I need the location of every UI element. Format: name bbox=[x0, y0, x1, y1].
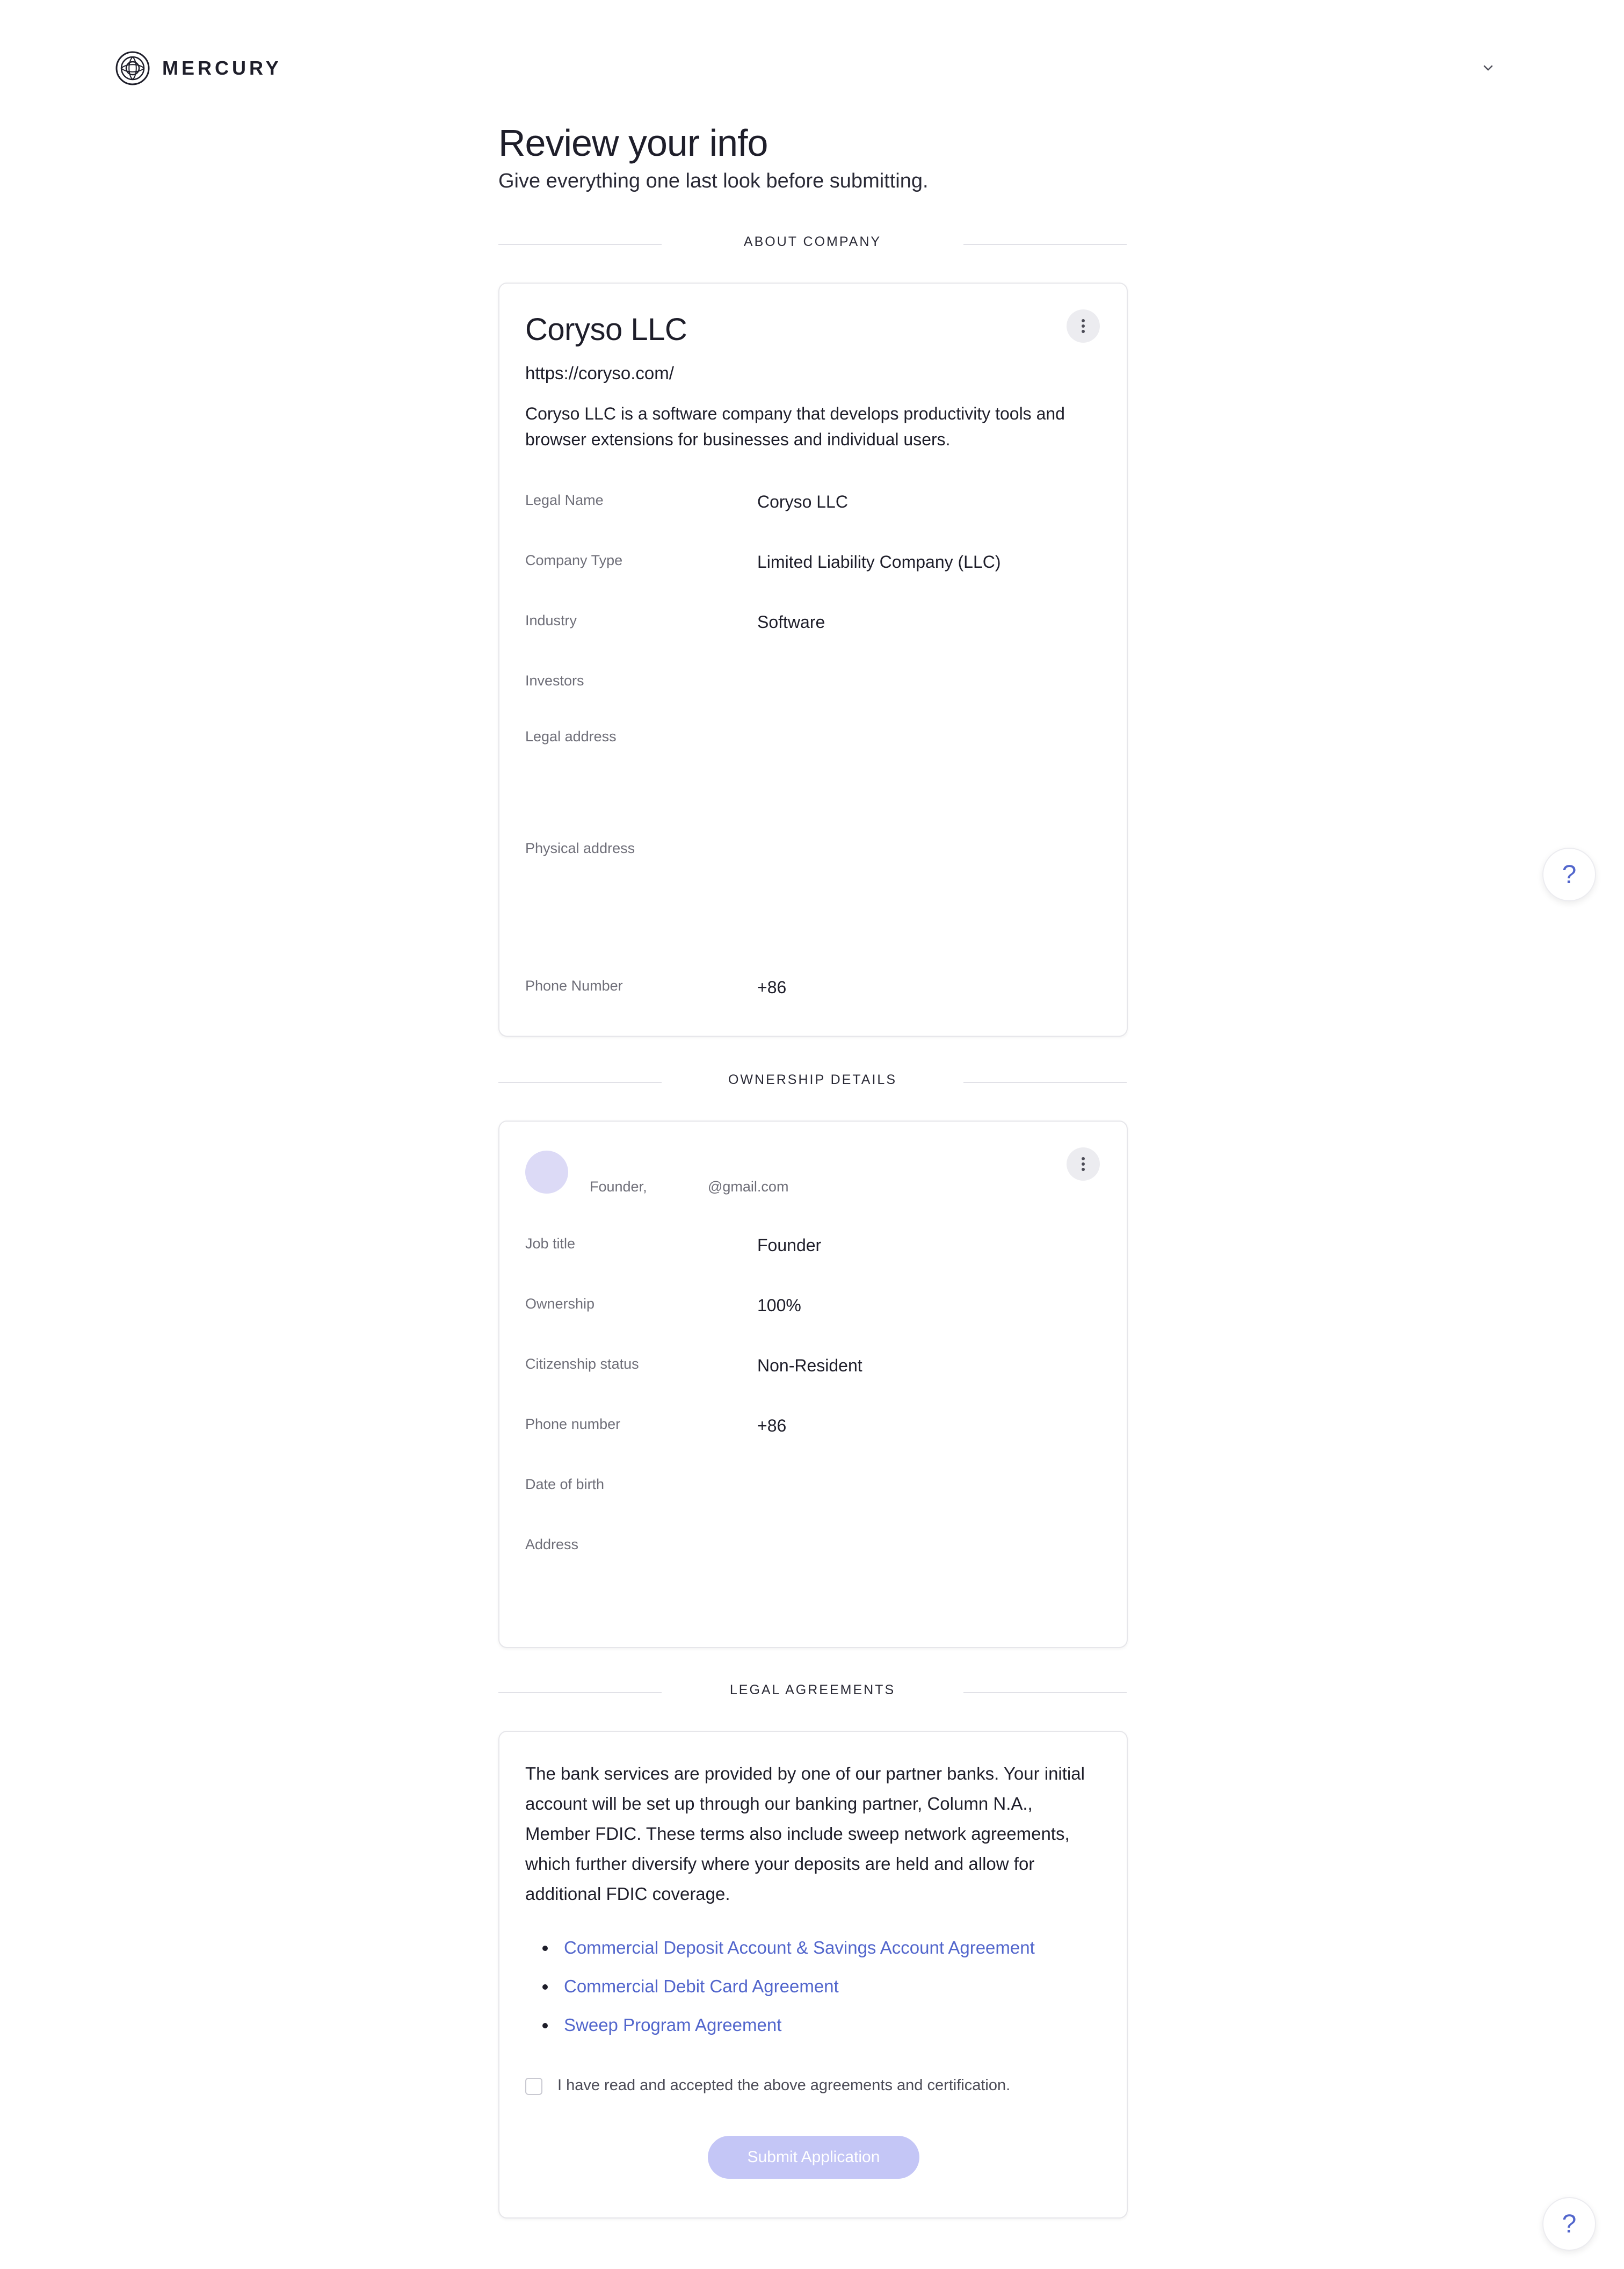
field-label-company-type: Company Type bbox=[525, 552, 623, 568]
section-header-ownership bbox=[498, 1071, 1127, 1093]
divider-line bbox=[963, 1692, 1127, 1693]
company-name: Coryso LLC bbox=[525, 312, 687, 347]
field-label-phone-number: Phone number bbox=[525, 1416, 621, 1432]
page-subtitle: Give everything one last look before submitting. bbox=[498, 170, 929, 192]
field-value-job-title: Founder bbox=[757, 1235, 822, 1255]
field-value-phone-number: +86 bbox=[757, 978, 787, 997]
page-title: Review your info bbox=[498, 122, 768, 164]
section-title: ABOUT COMPANY bbox=[743, 234, 882, 249]
field-label-ownership: Ownership bbox=[525, 1296, 595, 1312]
company-more-button[interactable] bbox=[1067, 309, 1100, 343]
chevron-down-icon[interactable] bbox=[1480, 60, 1496, 76]
link-deposit-agreement[interactable]: Commercial Deposit Account & Savings Account Agreement bbox=[564, 1938, 1035, 1957]
owner-email: @gmail.com bbox=[708, 1179, 789, 1195]
divider-line bbox=[963, 1082, 1127, 1083]
field-label-legal-name: Legal Name bbox=[525, 492, 604, 508]
field-label-investors: Investors bbox=[525, 673, 584, 689]
legal-card bbox=[498, 1731, 1128, 2219]
owner-card bbox=[498, 1121, 1128, 1648]
field-label-address: Address bbox=[525, 1536, 579, 1552]
section-title: OWNERSHIP DETAILS bbox=[728, 1072, 897, 1087]
divider-line bbox=[963, 244, 1127, 245]
field-label-industry: Industry bbox=[525, 612, 577, 628]
help-icon: ? bbox=[1562, 860, 1577, 889]
section-header-about-company bbox=[498, 233, 1127, 255]
help-button[interactable] bbox=[1542, 848, 1596, 901]
field-value-citizenship: Non-Resident bbox=[757, 1356, 862, 1375]
brand-logo[interactable] bbox=[115, 50, 282, 86]
brand-name: MERCURY bbox=[162, 57, 282, 79]
more-vertical-icon bbox=[1081, 1157, 1085, 1172]
section-title: LEGAL AGREEMENTS bbox=[729, 1682, 896, 1697]
field-value-phone-number: +86 bbox=[757, 1416, 787, 1435]
owner-more-button[interactable] bbox=[1067, 1147, 1100, 1181]
more-vertical-icon bbox=[1081, 319, 1085, 334]
field-label-legal-address: Legal address bbox=[525, 728, 617, 745]
list-item bbox=[542, 1974, 1035, 2012]
list-item bbox=[542, 2012, 1035, 2051]
field-label-phone-number: Phone Number bbox=[525, 978, 623, 994]
field-label-job-title: Job title bbox=[525, 1235, 576, 1252]
company-description: Coryso LLC is a software company that develops productivity tools and browser extensions for businesses and individual users. bbox=[525, 404, 1065, 449]
help-button[interactable] bbox=[1542, 2197, 1596, 2251]
link-sweep-program-agreement[interactable]: Sweep Program Agreement bbox=[564, 2015, 782, 2035]
list-item bbox=[542, 1935, 1035, 1974]
agreement-links bbox=[542, 1935, 1035, 2051]
submit-application-button[interactable]: Submit Application bbox=[708, 2136, 919, 2179]
section-header-legal bbox=[498, 1681, 1127, 1703]
field-value-ownership: 100% bbox=[757, 1296, 801, 1315]
legal-text: The bank services are provided by one of our partner banks. Your initial account will be set up through our banking partner, Column N.A., Member FDIC. These terms also include sweep network agreements, which further diversify where your deposits are held and allow for additional FDIC coverage. bbox=[525, 1764, 1085, 1904]
avatar bbox=[525, 1151, 568, 1194]
link-debit-card-agreement[interactable]: Commercial Debit Card Agreement bbox=[564, 1976, 839, 1996]
company-url: https://coryso.com/ bbox=[525, 363, 674, 383]
field-value-industry: Software bbox=[757, 612, 825, 632]
field-label-physical-address: Physical address bbox=[525, 840, 635, 856]
field-value-company-type: Limited Liability Company (LLC) bbox=[757, 552, 1001, 572]
field-label-citizenship: Citizenship status bbox=[525, 1356, 639, 1372]
company-card bbox=[498, 283, 1128, 1037]
help-icon: ? bbox=[1562, 2209, 1577, 2238]
field-value-legal-name: Coryso LLC bbox=[757, 492, 848, 511]
agreement-checkbox-label[interactable]: I have read and accepted the above agreements and certification. bbox=[557, 2077, 1011, 2094]
mercury-logo-icon bbox=[115, 50, 150, 86]
owner-role: Founder, bbox=[590, 1179, 647, 1195]
agreement-checkbox[interactable] bbox=[525, 2078, 542, 2095]
field-label-date-of-birth: Date of birth bbox=[525, 1476, 605, 1492]
